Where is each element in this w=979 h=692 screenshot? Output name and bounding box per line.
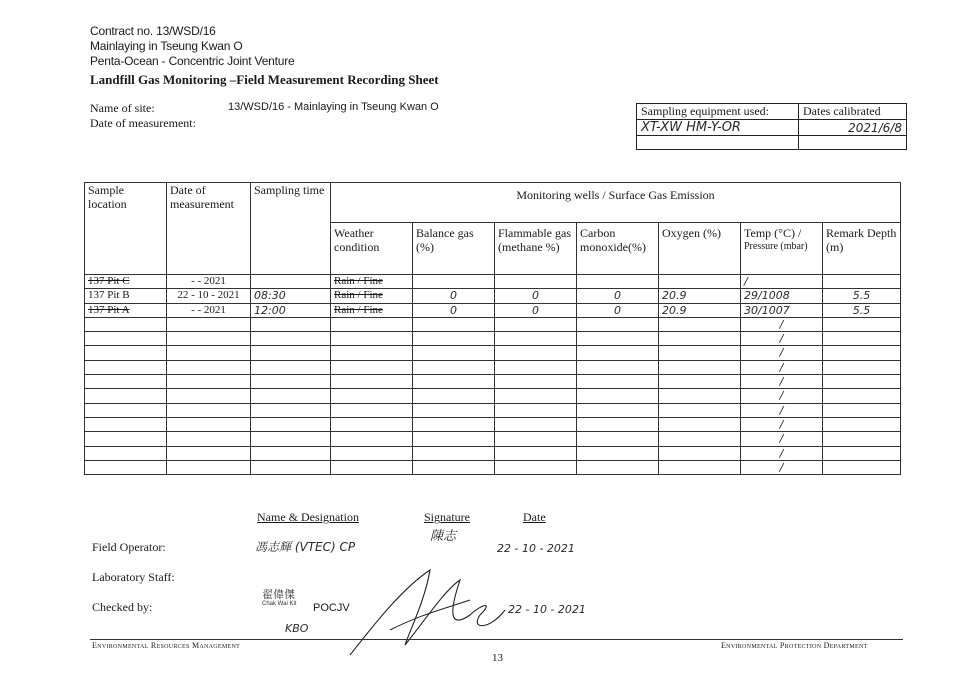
cell-temp: / <box>741 446 823 460</box>
site-name-label: Name of site: <box>90 101 155 115</box>
cell-location: 137 Pit C <box>85 275 167 289</box>
cell-weather: Rain / Fine <box>331 303 413 317</box>
header-oxygen: Oxygen (%) <box>659 223 741 275</box>
cell-remark <box>823 332 901 346</box>
cell-weather: Rain / Fine <box>331 289 413 303</box>
cell-balance <box>413 332 495 346</box>
signature-header: Signature <box>424 510 470 524</box>
cell-date <box>167 346 251 360</box>
cell-weather <box>331 332 413 346</box>
cell-oxygen: 20.9 <box>659 289 741 303</box>
cell-balance: 0 <box>413 289 495 303</box>
cell-oxygen <box>659 389 741 403</box>
cell-location <box>85 317 167 331</box>
cell-weather <box>331 460 413 474</box>
cell-balance <box>413 403 495 417</box>
field-operator-name: 馮志輝 (VTEC) CP <box>255 540 356 554</box>
cell-weather <box>331 346 413 360</box>
cell-flammable <box>495 375 577 389</box>
cell-co <box>577 317 659 331</box>
cell-balance <box>413 317 495 331</box>
table-row-empty <box>85 332 901 346</box>
table-row <box>85 303 901 317</box>
checked-org: POCJV <box>313 602 350 614</box>
table-row <box>85 289 901 303</box>
cell-flammable <box>495 417 577 431</box>
cell-location <box>85 332 167 346</box>
name-designation-header: Name & Designation <box>257 510 359 524</box>
cell-date <box>167 375 251 389</box>
cell-time <box>251 389 331 403</box>
cell-temp: / <box>741 403 823 417</box>
cell-flammable <box>495 360 577 374</box>
cell-co <box>577 446 659 460</box>
cell-oxygen <box>659 275 741 289</box>
cell-time <box>251 432 331 446</box>
cell-date: - - 2021 <box>167 275 251 289</box>
table-row-empty <box>85 360 901 374</box>
cell-flammable <box>495 389 577 403</box>
cell-oxygen <box>659 346 741 360</box>
cell-balance <box>413 275 495 289</box>
cell-location <box>85 446 167 460</box>
cell-location <box>85 375 167 389</box>
cell-time <box>251 332 331 346</box>
cell-balance <box>413 375 495 389</box>
cell-time <box>251 317 331 331</box>
cell-weather <box>331 403 413 417</box>
cell-remark <box>823 446 901 460</box>
cell-location <box>85 417 167 431</box>
cell-remark <box>823 346 901 360</box>
footer-left: Environmental Resources Management <box>92 641 241 650</box>
field-operator-signature: 陳志 <box>430 529 457 544</box>
cell-weather <box>331 317 413 331</box>
cell-oxygen <box>659 332 741 346</box>
cell-weather <box>331 432 413 446</box>
cell-oxygen <box>659 317 741 331</box>
header-sample-location: Sample location <box>85 183 167 275</box>
cell-co <box>577 275 659 289</box>
cell-co <box>577 417 659 431</box>
cell-remark <box>823 460 901 474</box>
cell-time <box>251 275 331 289</box>
checker-signature <box>330 560 510 660</box>
cell-weather <box>331 446 413 460</box>
cell-time <box>251 346 331 360</box>
cell-co: 0 <box>577 289 659 303</box>
cell-weather: Rain / Fine <box>331 275 413 289</box>
cell-co <box>577 346 659 360</box>
cell-date <box>167 417 251 431</box>
table-row-empty <box>85 317 901 331</box>
equipment-value: XT-XW HM-Y-OR <box>637 120 799 136</box>
cell-co <box>577 360 659 374</box>
cell-oxygen <box>659 375 741 389</box>
calibration-table <box>636 103 907 150</box>
cell-balance: 0 <box>413 303 495 317</box>
cell-date <box>167 460 251 474</box>
header-temp-pressure <box>741 223 823 275</box>
cell-temp: / <box>741 275 823 289</box>
cell-temp: / <box>741 417 823 431</box>
cell-oxygen: 20.9 <box>659 303 741 317</box>
cell-remark <box>823 375 901 389</box>
cell-remark <box>823 275 901 289</box>
cell-location <box>85 432 167 446</box>
cell-remark: 5.5 <box>823 303 901 317</box>
cell-remark: 5.5 <box>823 289 901 303</box>
cell-temp: / <box>741 460 823 474</box>
cell-weather <box>331 389 413 403</box>
cell-date <box>167 403 251 417</box>
cell-temp: / <box>741 375 823 389</box>
cell-time <box>251 360 331 374</box>
checked-date: 22 - 10 - 2021 <box>508 603 586 616</box>
cell-location: 137 Pit B <box>85 289 167 303</box>
cell-time <box>251 417 331 431</box>
measurement-table <box>84 182 901 475</box>
equipment-header: Sampling equipment used: <box>637 104 799 120</box>
cell-co <box>577 332 659 346</box>
cell-time <box>251 375 331 389</box>
cell-balance <box>413 460 495 474</box>
calibration-date-value: 2021/6/8 <box>799 120 907 136</box>
cell-balance <box>413 417 495 431</box>
cell-location <box>85 360 167 374</box>
header-balance-gas: Balance gas (%) <box>413 223 495 275</box>
contract-number: Contract no. 13/WSD/16 <box>90 24 216 38</box>
header-pressure: Pressure (mbar) <box>744 241 808 252</box>
footer-right: Environmental Protection Department <box>721 641 868 650</box>
cell-flammable <box>495 403 577 417</box>
cell-co: 0 <box>577 303 659 317</box>
cell-flammable <box>495 332 577 346</box>
cell-balance <box>413 389 495 403</box>
cell-temp: 30/1007 <box>741 303 823 317</box>
cell-co <box>577 432 659 446</box>
table-row <box>85 275 901 289</box>
cell-weather <box>331 375 413 389</box>
cell-flammable <box>495 317 577 331</box>
sheet-title: Landfill Gas Monitoring –Field Measurement Recording Sheet <box>90 72 439 87</box>
cell-temp: / <box>741 360 823 374</box>
cell-flammable: 0 <box>495 289 577 303</box>
checked-name-en: Chak Wai Kit <box>262 601 297 607</box>
page-number: 13 <box>492 652 503 664</box>
cell-oxygen <box>659 417 741 431</box>
cell-date: 22 - 10 - 2021 <box>167 289 251 303</box>
cell-oxygen <box>659 403 741 417</box>
field-operator-date: 22 - 10 - 2021 <box>497 542 575 555</box>
cell-date <box>167 332 251 346</box>
cell-temp: 29/1008 <box>741 289 823 303</box>
cell-temp: / <box>741 317 823 331</box>
empty-cell <box>799 136 907 150</box>
checked-by-label: Checked by: <box>92 600 153 614</box>
header-monitoring-group: Monitoring wells / Surface Gas Emission <box>331 183 901 223</box>
cell-location <box>85 346 167 360</box>
header-temp: Temp (°C) / <box>744 226 802 240</box>
date-header: Date <box>523 510 546 524</box>
cell-time: 08:30 <box>251 289 331 303</box>
table-row-empty <box>85 346 901 360</box>
empty-cell <box>637 136 799 150</box>
cell-balance <box>413 446 495 460</box>
site-name-value: 13/WSD/16 - Mainlaying in Tseung Kwan O <box>228 101 439 113</box>
cell-co <box>577 375 659 389</box>
cell-flammable <box>495 446 577 460</box>
cell-location: 137 Pit A <box>85 303 167 317</box>
cell-time <box>251 446 331 460</box>
cell-oxygen <box>659 360 741 374</box>
cell-location <box>85 389 167 403</box>
table-row-empty <box>85 389 901 403</box>
header-block <box>90 24 295 69</box>
cell-co <box>577 389 659 403</box>
cell-remark <box>823 389 901 403</box>
header-carbon-monoxide: Carbon monoxide(%) <box>577 223 659 275</box>
cell-co <box>577 403 659 417</box>
header-flammable-gas: Flammable gas (methane %) <box>495 223 577 275</box>
header-weather: Weather condition <box>331 223 413 275</box>
cell-remark <box>823 432 901 446</box>
laboratory-staff-label: Laboratory Staff: <box>92 570 175 584</box>
table-row-empty <box>85 417 901 431</box>
cell-flammable <box>495 432 577 446</box>
cell-date: - - 2021 <box>167 303 251 317</box>
cell-weather <box>331 360 413 374</box>
cell-remark <box>823 417 901 431</box>
cell-remark <box>823 317 901 331</box>
cell-remark <box>823 360 901 374</box>
table-row-empty <box>85 460 901 474</box>
dates-calibrated-header: Dates calibrated <box>799 104 907 120</box>
cell-date <box>167 432 251 446</box>
cell-flammable <box>495 346 577 360</box>
cell-date <box>167 389 251 403</box>
cell-balance <box>413 346 495 360</box>
cell-balance <box>413 360 495 374</box>
project-name: Mainlaying in Tseung Kwan O <box>90 39 243 53</box>
cell-temp: / <box>741 346 823 360</box>
cell-location <box>85 403 167 417</box>
cell-temp: / <box>741 389 823 403</box>
checked-name-cn: 翟偉傑 <box>262 589 295 601</box>
table-row-empty <box>85 403 901 417</box>
cell-date <box>167 360 251 374</box>
cell-time <box>251 460 331 474</box>
table-row-empty <box>85 375 901 389</box>
cell-time <box>251 403 331 417</box>
cell-weather <box>331 417 413 431</box>
cell-remark <box>823 403 901 417</box>
measurement-date-label: Date of measurement: <box>90 116 196 130</box>
cell-flammable <box>495 275 577 289</box>
checked-initials: KBO <box>285 622 309 635</box>
cell-flammable: 0 <box>495 303 577 317</box>
header-date: Date of measurement <box>167 183 251 275</box>
cell-co <box>577 460 659 474</box>
header-sampling-time: Sampling time <box>251 183 331 275</box>
field-operator-label: Field Operator: <box>92 540 166 554</box>
table-body <box>85 275 901 475</box>
footer-rule <box>90 639 903 640</box>
contractor-name: Penta-Ocean - Concentric Joint Venture <box>90 54 295 68</box>
cell-date <box>167 317 251 331</box>
table-row-empty <box>85 446 901 460</box>
cell-temp: / <box>741 332 823 346</box>
table-row-empty <box>85 432 901 446</box>
cell-flammable <box>495 460 577 474</box>
header-remark-depth: Remark Depth (m) <box>823 223 901 275</box>
cell-location <box>85 460 167 474</box>
cell-date <box>167 446 251 460</box>
cell-balance <box>413 432 495 446</box>
cell-temp: / <box>741 432 823 446</box>
cell-oxygen <box>659 460 741 474</box>
cell-oxygen <box>659 446 741 460</box>
cell-oxygen <box>659 432 741 446</box>
cell-time: 12:00 <box>251 303 331 317</box>
